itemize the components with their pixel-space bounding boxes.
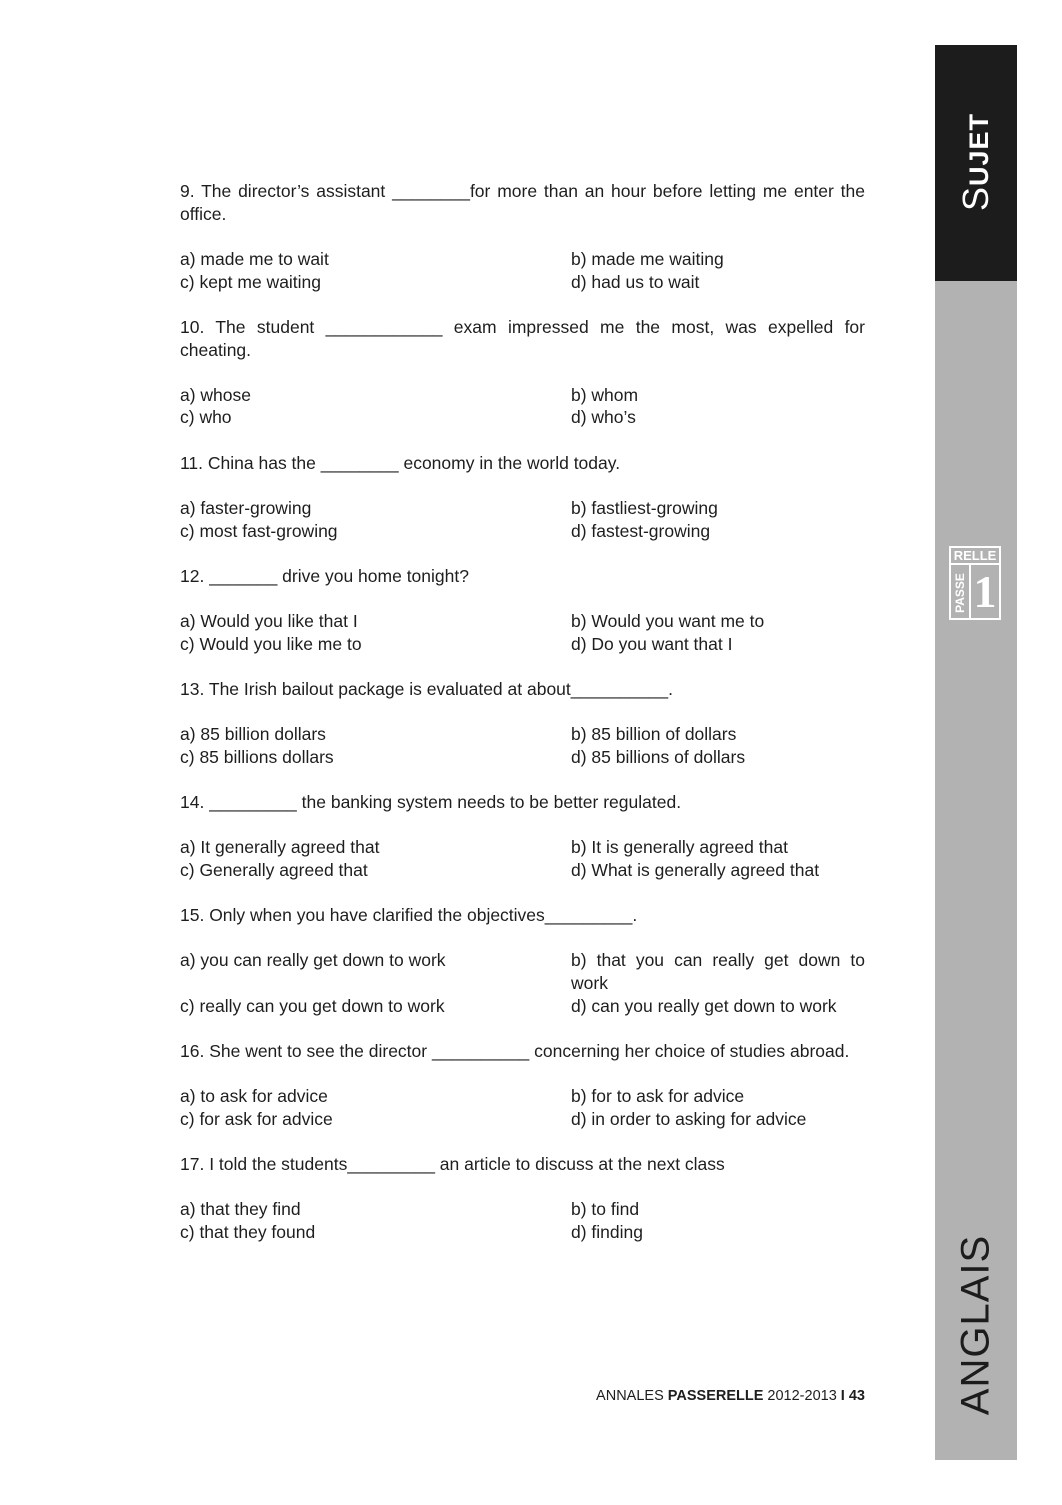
question-text: 16. She went to see the director __________ concerning her choice of studies abroad.	[180, 1040, 850, 1061]
question-text: 15. Only when you have clarified the objectives_________.	[180, 905, 638, 926]
option-b: b) Would you want me to	[571, 610, 765, 631]
option-d: d) fastest-growing	[571, 520, 711, 541]
option-a: a) It generally agreed that	[180, 837, 380, 858]
option-b: b) that you can really get down to work	[571, 950, 865, 993]
option-c: c) that they found	[180, 1221, 316, 1242]
option-d: d) in order to asking for advice	[571, 1108, 807, 1129]
question-text: 14. _________ the banking system needs to be better regulated.	[180, 791, 682, 812]
question-text: 17. I told the students_________ an article to discuss at the next class	[180, 1153, 725, 1174]
passerelle-logo	[949, 546, 1001, 620]
question-block	[180, 180, 865, 293]
footer-years: 2012-2013	[767, 1388, 837, 1404]
answer-options	[180, 248, 865, 293]
option-a: a) to ask for advice	[180, 1086, 328, 1107]
option-b: b) 85 billion of dollars	[571, 724, 737, 745]
section-label-sujet: SUJET	[955, 112, 996, 212]
footer-passerelle: PASSERELLE	[667, 1388, 764, 1404]
footer-separator: I	[840, 1388, 845, 1404]
option-a: a) whose	[180, 384, 252, 405]
question-block	[180, 565, 865, 656]
option-c: c) for ask for advice	[180, 1108, 333, 1129]
question-text: 9. The director’s assistant ________for more than an hour before letting me enter the office.	[180, 181, 865, 224]
option-a: a) 85 billion dollars	[180, 724, 326, 745]
logo-number: 1	[969, 565, 999, 618]
option-d: d) had us to wait	[571, 271, 700, 292]
option-a: a) that they find	[180, 1199, 301, 1220]
question-block	[180, 1153, 865, 1244]
question-list	[180, 180, 865, 1266]
option-c: c) most fast-growing	[180, 520, 338, 541]
question-text: 12. _______ drive you home tonight?	[180, 565, 469, 586]
question-block	[180, 1040, 865, 1131]
option-b: b) whom	[571, 384, 639, 405]
option-a: a) you can really get down to work	[180, 950, 446, 971]
option-b: b) to find	[571, 1199, 640, 1220]
option-d: d) can you really get down to work	[571, 995, 837, 1016]
option-d: d) 85 billions of dollars	[571, 746, 746, 767]
answer-options	[180, 1198, 865, 1243]
option-c: c) 85 billions dollars	[180, 746, 334, 767]
answer-options	[180, 949, 865, 1017]
page-number: 43	[848, 1388, 865, 1404]
answer-options	[180, 497, 865, 542]
option-c: c) Generally agreed that	[180, 859, 368, 880]
footer-annales: ANNALES	[596, 1388, 664, 1404]
option-a: a) faster-growing	[180, 497, 312, 518]
answer-options	[180, 1085, 865, 1130]
option-a: a) Would you like that I	[180, 610, 358, 631]
option-d: d) Do you want that I	[571, 633, 733, 654]
option-c: c) Would you like me to	[180, 633, 362, 654]
option-c: c) really can you get down to work	[180, 995, 445, 1016]
question-text: 13. The Irish bailout package is evaluated at about__________.	[180, 678, 673, 699]
answer-options	[180, 723, 865, 768]
answer-options	[180, 610, 865, 655]
option-d: d) What is generally agreed that	[571, 859, 820, 880]
option-c: c) kept me waiting	[180, 271, 322, 292]
option-c: c) who	[180, 407, 232, 428]
question-block	[180, 678, 865, 769]
option-d: d) finding	[571, 1221, 643, 1242]
answer-options	[180, 836, 865, 881]
option-d: d) who’s	[571, 407, 636, 428]
option-b: b) for to ask for advice	[571, 1086, 745, 1107]
question-block	[180, 452, 865, 543]
logo-relle-text: RELLE	[951, 548, 999, 565]
question-text: 10. The student ____________ exam impressed me the most, was expelled for cheating.	[180, 316, 865, 360]
option-a: a) made me to wait	[180, 248, 329, 269]
question-text: 11. China has the ________ economy in the world today.	[180, 452, 621, 473]
answer-options	[180, 384, 865, 429]
option-b: b) It is generally agreed that	[571, 837, 788, 858]
option-b: b) made me waiting	[571, 248, 724, 269]
question-block	[180, 791, 865, 882]
question-block	[180, 316, 865, 429]
page-footer	[596, 1388, 865, 1404]
option-b: b) fastliest-growing	[571, 497, 718, 518]
subject-label: ANGLAIS	[953, 1234, 998, 1416]
question-block	[180, 904, 865, 1017]
logo-passe-text: PASSE	[953, 573, 967, 613]
